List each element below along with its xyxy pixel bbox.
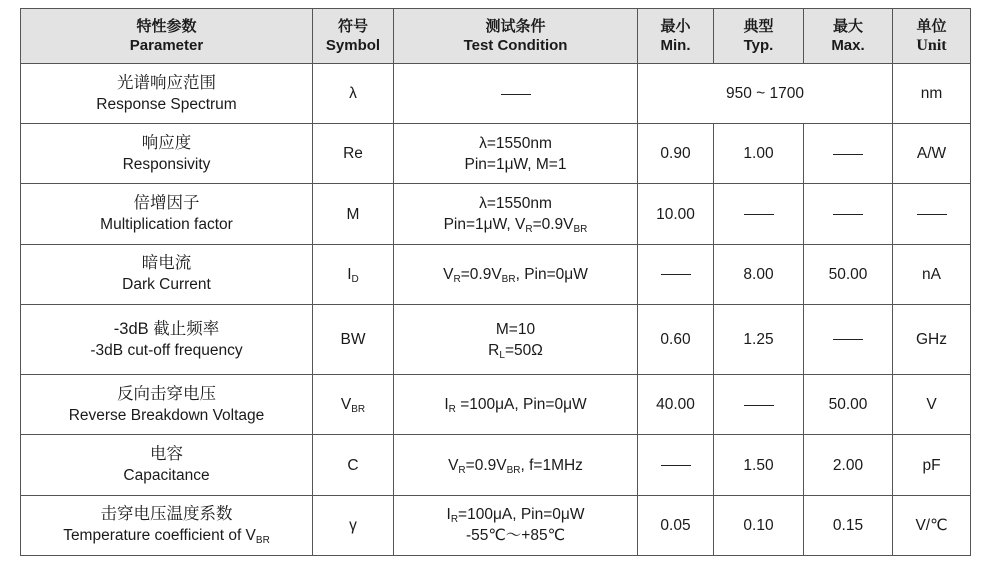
condition-line xyxy=(398,264,633,285)
range-cell: 950 ~ 1700 xyxy=(638,64,893,124)
subscript: BR xyxy=(506,464,521,476)
header-unit: 单位 Unit xyxy=(893,9,971,64)
text-run: =100μA, Pin=0μW xyxy=(455,396,587,414)
header-min: 最小 Min. xyxy=(638,9,714,64)
text-run: =0.9V xyxy=(532,216,574,234)
parameter-name-zh: 光谱响应范围 xyxy=(117,73,216,92)
table-row xyxy=(21,124,971,184)
condition-line xyxy=(398,319,633,340)
subscript: R xyxy=(525,224,533,236)
unit-cell: A/W xyxy=(893,124,971,184)
header-test-condition: 测试条件 Test Condition xyxy=(394,9,638,64)
parameter-name-en xyxy=(25,525,308,546)
text-run: M=10 xyxy=(495,320,536,338)
subscript: R xyxy=(453,273,461,285)
text-run: V xyxy=(443,265,454,283)
header-typ: 典型 Typ. xyxy=(714,9,804,64)
text-run: λ=1550nm xyxy=(479,134,552,152)
test-condition-cell xyxy=(394,244,638,304)
max-cell xyxy=(804,184,893,244)
subscript: R xyxy=(450,514,459,526)
condition-line xyxy=(398,525,633,546)
spec-table xyxy=(20,8,971,556)
max-cell xyxy=(804,304,893,374)
min-cell xyxy=(638,244,714,304)
condition-line xyxy=(398,394,633,415)
condition-line xyxy=(398,340,633,361)
min-cell: 40.00 xyxy=(638,375,714,435)
condition-line xyxy=(398,455,633,476)
header-row xyxy=(21,9,971,64)
parameter-name-zh: -3dB 截止频率 xyxy=(113,319,220,338)
typ-cell xyxy=(714,184,804,244)
min-cell: 0.90 xyxy=(638,124,714,184)
parameter-name-en: Response Spectrum xyxy=(96,95,237,113)
text-run: , Pin=0μW xyxy=(515,265,588,283)
table-row xyxy=(21,495,971,555)
empty-dash xyxy=(744,405,774,406)
header-symbol: 符号 Symbol xyxy=(313,9,394,64)
text-run: Temperature coefficient of V xyxy=(63,527,256,545)
subscript: D xyxy=(351,273,359,285)
table-row xyxy=(21,244,971,304)
table-row xyxy=(21,184,971,244)
subscript: BR xyxy=(255,535,270,547)
empty-dash xyxy=(917,214,947,215)
empty-dash xyxy=(833,154,863,155)
empty-dash xyxy=(833,214,863,215)
subscript: R xyxy=(458,464,466,476)
condition-line xyxy=(398,154,633,175)
max-cell: 0.15 xyxy=(804,495,893,555)
test-condition-cell xyxy=(394,495,638,555)
min-cell xyxy=(638,435,714,495)
symbol-cell: Re xyxy=(313,124,394,184)
typ-cell xyxy=(714,375,804,435)
test-condition-cell xyxy=(394,64,638,124)
typ-cell: 1.50 xyxy=(714,435,804,495)
text-run: Pin=1μW, M=1 xyxy=(464,155,567,173)
test-condition-cell xyxy=(394,184,638,244)
min-cell: 0.60 xyxy=(638,304,714,374)
text-run: Pin=1μW, V xyxy=(443,216,526,234)
empty-dash xyxy=(744,214,774,215)
condition-line xyxy=(398,193,633,214)
text-run: I xyxy=(444,396,449,414)
parameter-cell xyxy=(21,375,313,435)
typ-cell: 0.10 xyxy=(714,495,804,555)
parameter-name-en: Responsivity xyxy=(122,155,211,173)
symbol-cell xyxy=(313,244,394,304)
subscript: BR xyxy=(351,404,366,416)
min-cell: 0.05 xyxy=(638,495,714,555)
subscript: R xyxy=(448,404,456,416)
unit-cell: pF xyxy=(893,435,971,495)
text-run: I xyxy=(446,506,451,524)
condition-line xyxy=(398,133,633,154)
unit-cell: V/℃ xyxy=(893,495,971,555)
parameter-name-en: -3dB cut-off frequency xyxy=(90,341,243,359)
unit-cell: GHz xyxy=(893,304,971,374)
empty-dash xyxy=(661,465,691,466)
max-cell: 2.00 xyxy=(804,435,893,495)
table-row xyxy=(21,304,971,374)
symbol-cell: C xyxy=(313,435,394,495)
parameter-name-zh: 倍增因子 xyxy=(133,194,200,213)
text-run: λ=1550nm xyxy=(479,195,552,213)
text-run: =100μA, Pin=0μW xyxy=(458,506,585,524)
text-run: =0.9V xyxy=(465,456,507,474)
empty-dash xyxy=(661,274,691,275)
max-cell: 50.00 xyxy=(804,375,893,435)
parameter-name-zh: 反向击穿电压 xyxy=(117,384,216,403)
unit-cell: V xyxy=(893,375,971,435)
parameter-name-en: Dark Current xyxy=(122,276,211,294)
typ-cell: 8.00 xyxy=(714,244,804,304)
parameter-name-zh: 响应度 xyxy=(141,133,192,152)
subscript: BR xyxy=(573,224,588,236)
parameter-cell xyxy=(21,495,313,555)
test-condition-cell xyxy=(394,304,638,374)
subscript: L xyxy=(499,349,505,361)
text-run: -55℃～+85℃ xyxy=(465,527,565,545)
unit-cell xyxy=(893,184,971,244)
parameter-name-zh: 暗电流 xyxy=(141,254,192,273)
text-run: V xyxy=(448,456,459,474)
symbol-cell: BW xyxy=(313,304,394,374)
parameter-name-zh: 电容 xyxy=(150,445,183,464)
empty-dash xyxy=(501,94,531,95)
test-condition-cell xyxy=(394,435,638,495)
parameter-cell xyxy=(21,124,313,184)
typ-cell: 1.25 xyxy=(714,304,804,374)
text-run: I xyxy=(347,265,352,283)
parameter-name-en: Capacitance xyxy=(123,467,210,485)
parameter-cell xyxy=(21,304,313,374)
symbol-cell: M xyxy=(313,184,394,244)
unit-cell: nA xyxy=(893,244,971,304)
min-cell: 10.00 xyxy=(638,184,714,244)
symbol-cell xyxy=(313,375,394,435)
condition-line xyxy=(398,504,633,525)
parameter-cell xyxy=(21,184,313,244)
table-row xyxy=(21,64,971,124)
test-condition-cell xyxy=(394,375,638,435)
parameter-cell xyxy=(21,244,313,304)
empty-dash xyxy=(833,339,863,340)
symbol-cell: γ xyxy=(313,495,394,555)
text-run: =0.9V xyxy=(460,265,502,283)
parameter-name-zh: 击穿电压温度系数 xyxy=(100,505,233,524)
text-run: , f=1MHz xyxy=(520,456,583,474)
parameter-name-en: Reverse Breakdown Voltage xyxy=(68,406,265,424)
parameter-name-en: Multiplication factor xyxy=(100,216,233,234)
table-body xyxy=(21,64,971,556)
table-row xyxy=(21,435,971,495)
max-cell xyxy=(804,124,893,184)
symbol-cell: λ xyxy=(313,64,394,124)
unit-cell: nm xyxy=(893,64,971,124)
typ-cell: 1.00 xyxy=(714,124,804,184)
max-cell: 50.00 xyxy=(804,244,893,304)
text-run: =50Ω xyxy=(504,341,543,359)
header-parameter: 特性参数 Parameter xyxy=(21,9,313,64)
condition-line xyxy=(398,214,633,235)
text-run: R xyxy=(488,341,500,359)
header-max: 最大 Max. xyxy=(804,9,893,64)
table-row xyxy=(21,375,971,435)
parameter-cell xyxy=(21,64,313,124)
parameter-cell xyxy=(21,435,313,495)
text-run: V xyxy=(340,396,352,414)
subscript: BR xyxy=(501,273,516,285)
test-condition-cell xyxy=(394,124,638,184)
